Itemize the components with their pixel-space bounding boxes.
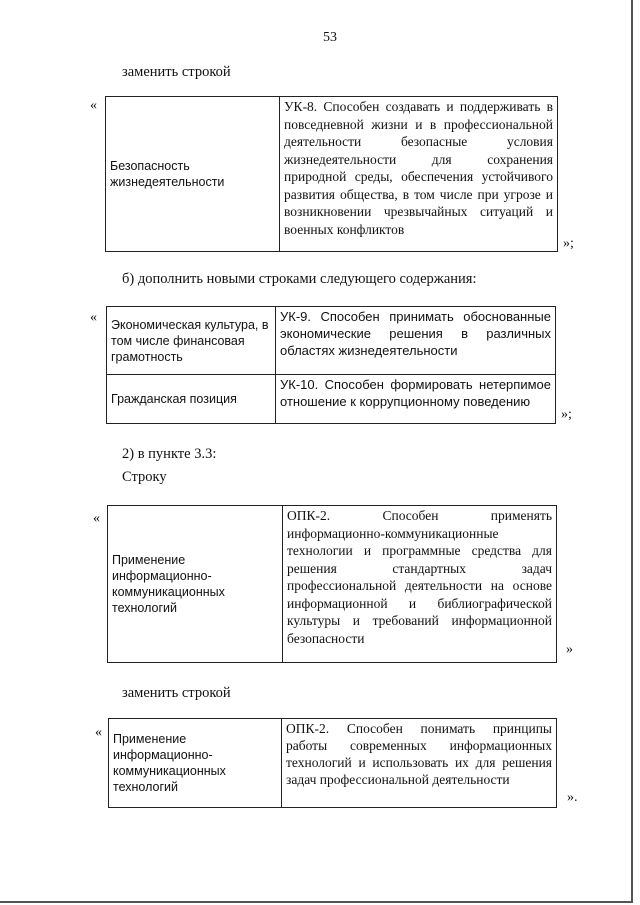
competency-table-1 — [105, 96, 558, 252]
discipline-cell: Безопасность жизнедеятельности — [106, 97, 280, 252]
table-row — [107, 307, 556, 375]
open-quote: « — [90, 310, 97, 325]
competency-cell: УК-10. Способен формировать нетерпимое отношение к коррупционному поведению — [276, 375, 556, 424]
paragraph-add-rows: б) дополнить новыми строками следующего содержания: — [122, 271, 477, 287]
table-row — [106, 97, 558, 252]
competency-cell: УК-8. Способен создавать и поддерживать в повседневной жизни и в профессиональной деятельности безопасные условия жизнедеятельности для сохранения природной среды, обеспечения устойчивого развития общества, в том числе при угрозе и возникновении чрезвычайных ситуаций и военных конфликтов — [280, 97, 558, 252]
discipline-cell: Применение информационно-коммуникационных технологий — [108, 506, 283, 663]
paragraph-replace-line: заменить строкой — [122, 685, 231, 701]
close-quote: »; — [563, 236, 574, 251]
competency-cell: УК-9. Способен принимать обоснованные экономические решения в различных областях жизнедеятельности — [276, 307, 556, 375]
table-row — [109, 719, 557, 808]
paragraph-line: Строку — [122, 469, 167, 485]
discipline-cell: Гражданская позиция — [107, 375, 276, 424]
competency-table-2 — [106, 306, 556, 424]
page-number: 53 — [323, 30, 337, 45]
open-quote: « — [90, 98, 97, 113]
close-quote: ». — [567, 790, 578, 805]
close-quote: »; — [561, 407, 572, 422]
open-quote: « — [93, 511, 100, 526]
competency-cell: ОПК-2. Способен понимать принципы работы современных информационных технологий и использовать их для решения задач профессиональной деятельности — [282, 719, 557, 808]
discipline-cell: Экономическая культура, в том числе финансовая грамотность — [107, 307, 276, 375]
table-row — [108, 506, 557, 663]
open-quote: « — [95, 725, 102, 740]
discipline-cell: Применение информационно-коммуникационных технологий — [109, 719, 282, 808]
table-row — [107, 375, 556, 424]
paragraph-point-3-3: 2) в пункте 3.3: — [122, 446, 217, 462]
competency-table-3 — [107, 505, 557, 663]
close-quote: » — [566, 642, 573, 657]
competency-table-4 — [108, 718, 557, 808]
competency-cell: ОПК-2. Способен применять информационно-коммуникационные технологии и программные средства для решения стандартных задач профессиональной деятельности на основе информационной и библиографической культуры и требований информационной безопасности — [283, 506, 557, 663]
paragraph-replace-line: заменить строкой — [122, 64, 231, 80]
